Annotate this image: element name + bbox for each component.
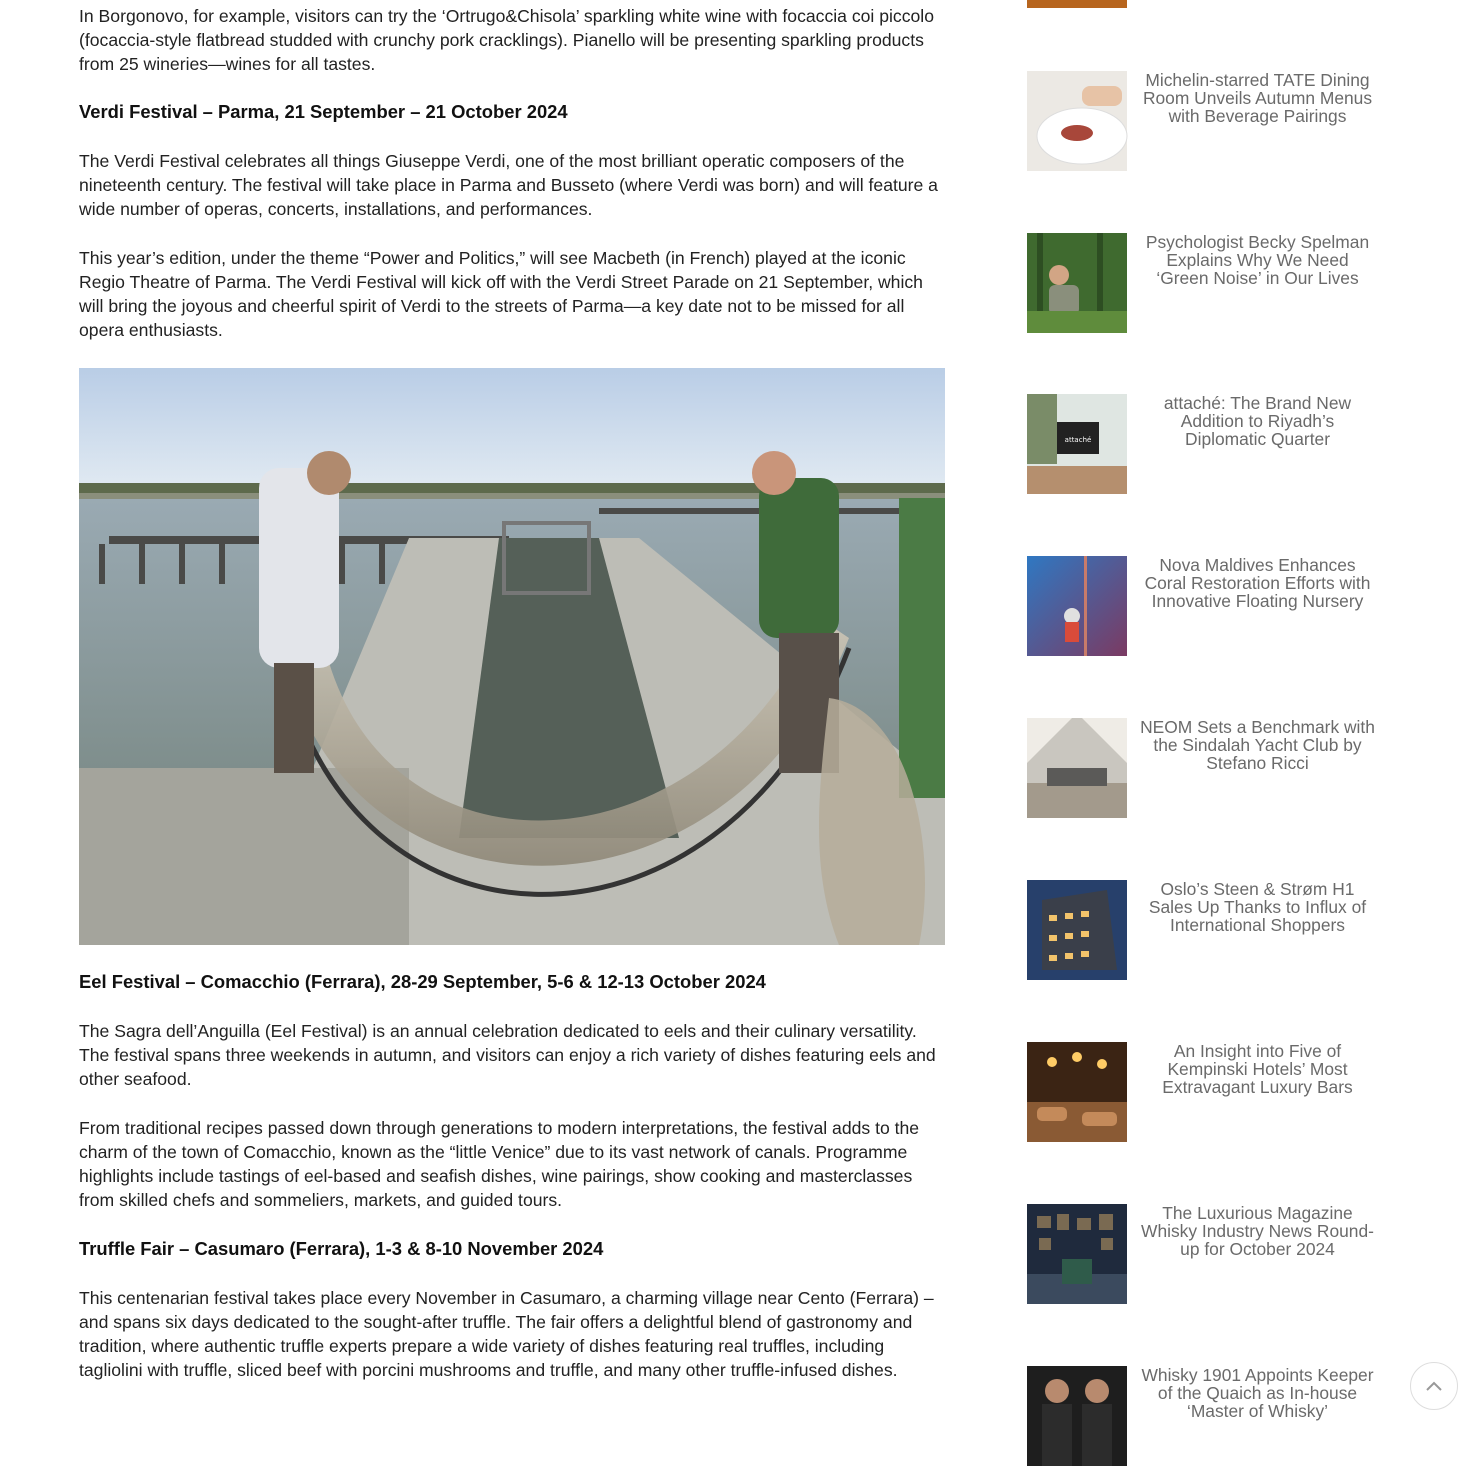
related-article-item[interactable]	[1027, 718, 1387, 818]
section-heading-verdi: Verdi Festival – Parma, 21 September – 21 October 2024	[79, 101, 568, 122]
chevron-up-icon	[1411, 1363, 1457, 1409]
related-article-item[interactable]	[1027, 1366, 1387, 1466]
related-article-item[interactable]	[1027, 71, 1387, 171]
related-article-title[interactable]: The Luxurious Magazine Whisky Industry News Round-up for October 2024	[1141, 1203, 1374, 1259]
related-thumbnail[interactable]	[1027, 1366, 1127, 1466]
related-article-item[interactable]	[1027, 880, 1387, 980]
related-article-title[interactable]: Whisky 1901 Appoints Keeper of the Quaich as In-house ‘Master of Whisky’	[1141, 1365, 1374, 1421]
article-paragraph: This year’s edition, under the theme “Power and Politics,” will see Macbeth (in French) played at the iconic Regio Theatre of Parma. The Verdi Festival will kick off with the Verdi Street Parade on 21 September, which will bring the joyous and cheerful spirit of Verdi to the streets of Parma—a key date not to be missed for all opera enthusiasts.	[79, 248, 923, 340]
related-thumbnail[interactable]	[1027, 718, 1127, 818]
related-thumbnail[interactable]	[1027, 1042, 1127, 1142]
related-thumbnail[interactable]	[1027, 0, 1127, 8]
related-thumbnail[interactable]	[1027, 71, 1127, 171]
eel-fishing-photo	[79, 368, 945, 945]
related-article-title[interactable]: Oslo’s Steen & Strøm H1 Sales Up Thanks to Influx of International Shoppers	[1148, 879, 1367, 935]
related-thumbnail[interactable]	[1027, 1204, 1127, 1304]
attache-sign-text: attaché	[1064, 436, 1092, 444]
section-heading-truffle: Truffle Fair – Casumaro (Ferrara), 1-3 & 8-10 November 2024	[79, 1238, 604, 1259]
related-article-item[interactable]	[1027, 1204, 1387, 1304]
related-thumbnail[interactable]	[1027, 394, 1127, 494]
related-article-title[interactable]: An Insight into Five of Kempinski Hotels’ Most Extravagant Luxury Bars	[1162, 1041, 1353, 1097]
related-article-title[interactable]: Psychologist Becky Spelman Explains Why We Need ‘Green Noise’ in Our Lives	[1145, 232, 1370, 288]
scroll-to-top-button[interactable]	[1410, 1362, 1458, 1410]
related-thumbnail[interactable]	[1027, 556, 1127, 656]
related-article-item[interactable]	[1027, 394, 1387, 494]
article-paragraph: This centenarian festival takes place every November in Casumaro, a charming village near Cento (Ferrara) – and spans six days dedicated to the sought-after truffle. The fair offers a delightful blend of gastronomy and tradition, where authentic truffle experts prepare a wide variety of dishes featuring real truffles, including tagliolini with truffle, sliced beef with porcini mushrooms and truffle, and many other truffle-infused dishes.	[79, 1288, 934, 1380]
related-article-title[interactable]: Michelin-starred TATE Dining Room Unveils Autumn Menus with Beverage Pairings	[1142, 70, 1373, 126]
related-articles-sidebar	[1027, 0, 1468, 1421]
article-paragraph: From traditional recipes passed down through generations to modern interpretations, the festival adds to the charm of the town of Comacchio, known as the “little Venice” due to its vast network of canals. Programme highlights include tastings of eel-based and seafish dishes, wine pairings, show cooking and masterclasses from skilled chefs and sommeliers, markets, and guided tours.	[79, 1118, 920, 1210]
article-paragraph: In Borgonovo, for example, visitors can try the ‘Ortrugo&Chisola’ sparkling white wine with focaccia coi piccolo (focaccia-style flatbread studded with crunchy pork cracklings). Pianello will be presenting sparkling products from 25 wineries—wines for all tastes.	[79, 6, 934, 74]
related-thumbnail[interactable]	[1027, 233, 1127, 333]
related-article-item[interactable]	[1027, 1042, 1387, 1142]
related-article-title[interactable]: NEOM Sets a Benchmark with the Sindalah Yacht Club by Stefano Ricci	[1140, 717, 1375, 773]
section-heading-eel: Eel Festival – Comacchio (Ferrara), 28-29 September, 5-6 & 12-13 October 2024	[79, 971, 766, 992]
article-paragraph: The Sagra dell’Anguilla (Eel Festival) is an annual celebration dedicated to eels and their culinary versatility. The festival spans three weekends in autumn, and visitors can enjoy a rich variety of dishes featuring eels and other seafood.	[79, 1021, 936, 1089]
related-article-title[interactable]: Nova Maldives Enhances Coral Restoration Efforts with Innovative Floating Nursery	[1144, 555, 1371, 611]
article-paragraph: The Verdi Festival celebrates all things Giuseppe Verdi, one of the most brilliant operatic composers of the nineteenth century. The festival will take place in Parma and Busseto (where Verdi was born) and will feature a wide number of operas, concerts, installations, and performances.	[79, 151, 938, 219]
related-article-title[interactable]: attaché: The Brand New Addition to Riyadh’s Diplomatic Quarter	[1163, 393, 1352, 449]
related-article-item[interactable]	[1027, 556, 1387, 656]
related-thumbnail[interactable]	[1027, 880, 1127, 980]
related-article-item[interactable]	[1027, 233, 1387, 333]
